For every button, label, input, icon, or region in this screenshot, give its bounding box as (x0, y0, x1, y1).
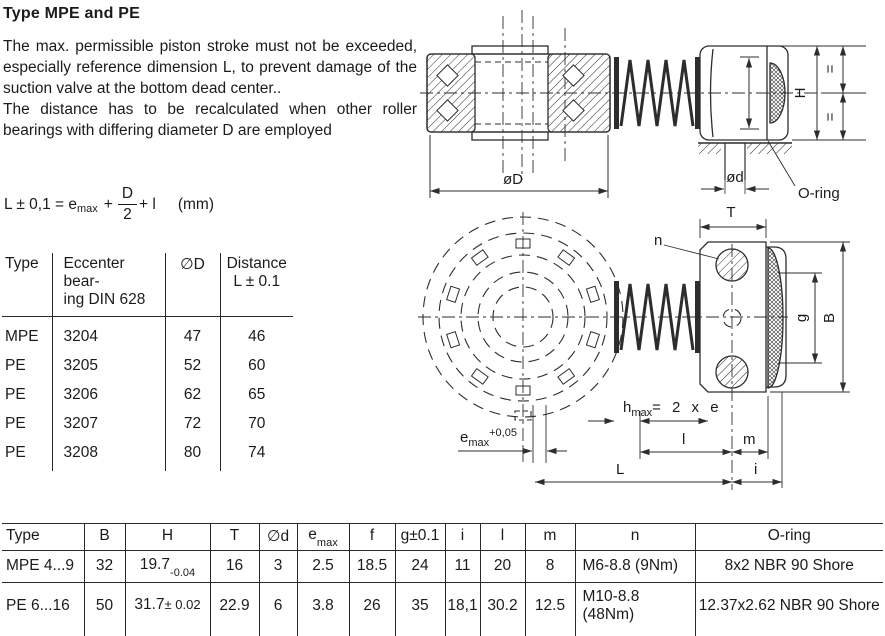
col-header-oring: O-ring (695, 524, 883, 551)
hmax-h: h (623, 399, 632, 416)
bearing-table (2, 253, 293, 471)
cell-bearing: 3207 (52, 404, 165, 433)
col-header-d: ∅d (259, 524, 297, 551)
cell-type: PE (5, 386, 26, 403)
col-header-eccenter-line2: ing DIN 628 (63, 291, 146, 308)
hmax-rest: = 2 x e (652, 399, 719, 416)
cell-T: 22.9 (210, 583, 259, 636)
col-header-m: m (525, 524, 575, 551)
formula-plus: + (103, 195, 113, 213)
cell-l: 20 (480, 551, 525, 583)
dimension-T (700, 219, 766, 238)
dim-label-T: T (726, 204, 736, 221)
emax-e: e (308, 526, 317, 543)
cell-g: 24 (395, 551, 445, 583)
cell-bearing: 3206 (52, 375, 165, 404)
cell-diameter: 72 (165, 404, 220, 433)
cell-distance: 60 (220, 346, 293, 375)
cell-type: PE (5, 357, 26, 374)
flange-dome (768, 248, 783, 388)
cell-type: MPE (5, 328, 39, 345)
formula-tail: + l (139, 195, 156, 213)
cell-diameter: 47 (165, 317, 220, 347)
cell-distance: 74 (220, 433, 293, 471)
dim-label-emax (460, 427, 517, 449)
cell-i: 11 (445, 551, 480, 583)
mounting-surface (698, 143, 792, 194)
col-header-H: H (125, 524, 210, 551)
cell-diameter: 52 (165, 346, 220, 375)
cell-distance: 46 (220, 317, 293, 347)
table-row (2, 346, 293, 375)
col-header-eccenter-bearing (52, 253, 165, 317)
n-leader-line (664, 245, 719, 259)
cell-H (125, 551, 210, 583)
cell-type: PE (5, 415, 26, 432)
cell-d: 6 (259, 583, 297, 636)
col-header-type: Type (2, 524, 84, 551)
cell-m: 8 (525, 551, 575, 583)
h-value: 31.7 (134, 596, 165, 614)
h-value: 19.7 (139, 556, 171, 574)
emax-sub: max (316, 537, 338, 550)
cell-B: 32 (84, 551, 125, 583)
dim-label-H: H (792, 87, 809, 99)
dim-label-B: B (821, 312, 838, 324)
table-row (2, 433, 293, 471)
cell-f: 26 (349, 583, 395, 636)
cell-i: 18,1 (445, 583, 480, 636)
intro-paragraph-2: The distance has to be recalculated when other roller bearings with differing diameter D are employed (3, 101, 417, 139)
h-tolerance-sub: -0.04 (170, 567, 196, 580)
cell-H (125, 583, 210, 636)
cell-type: PE (5, 444, 26, 461)
cell-T: 16 (210, 551, 259, 583)
col-header-diameter-D: ∅D (165, 253, 220, 317)
cell-type: MPE 4...9 (2, 551, 84, 583)
dim-label-L: L (616, 461, 625, 478)
formula-lead: L ± 0,1 = e (4, 195, 77, 213)
equal-mark-bottom: = (822, 112, 839, 122)
table-row (2, 404, 293, 433)
formula-unit: (mm) (177, 195, 215, 213)
stroke-formula (4, 186, 214, 224)
cell-n: M6-8.8 (9Nm) (575, 551, 695, 583)
col-header-eccenter-line1: Eccenter bear- (63, 255, 125, 290)
dim-label-diameter-d: ød (726, 169, 744, 186)
col-header-distance (220, 253, 293, 317)
cell-type: PE 6...16 (6, 597, 70, 615)
cell-diameter: 62 (165, 375, 220, 404)
col-header-f: f (349, 524, 395, 551)
cell-oring: 8x2 NBR 90 Shore (695, 551, 883, 583)
dim-label-i: i (754, 461, 758, 478)
cell-emax: 3.8 (297, 583, 349, 636)
emax-subscript: max (468, 437, 490, 449)
col-header-B: B (84, 524, 125, 551)
cell-l: 30.2 (480, 583, 525, 636)
cell-d: 3 (259, 551, 297, 583)
bolt-bottom (716, 356, 748, 388)
bearing-table-header-row (2, 253, 293, 317)
fraction-denominator: 2 (123, 206, 132, 224)
col-header-emax (297, 524, 349, 551)
h-tolerance: ± 0.02 (164, 597, 201, 613)
cell-oring: 12.37x2.62 NBR 90 Shore (695, 583, 883, 636)
dimension-table (2, 523, 883, 636)
spring (614, 281, 700, 353)
cell-g: 35 (395, 583, 445, 636)
dim-label-l: l (682, 431, 686, 448)
emax-e: e (460, 429, 469, 446)
cell-bearing: 3208 (52, 433, 165, 471)
cell-emax: 2.5 (297, 551, 349, 583)
label-n: n (654, 232, 663, 249)
bolt-top (716, 249, 748, 281)
cell-m: 12.5 (525, 583, 575, 636)
spring (614, 57, 700, 129)
piston-dome (770, 63, 785, 123)
dimension-m (732, 396, 768, 459)
table-row (2, 317, 293, 347)
emax-tolerance: +0,05 (489, 427, 517, 439)
table-row (2, 375, 293, 404)
page-title: Type MPE and PE (3, 5, 140, 22)
formula-subscript: max (77, 202, 98, 215)
dim-table-header-row (2, 524, 883, 551)
col-header-i: i (445, 524, 480, 551)
cell-n: M10-8.8 (48Nm) (575, 583, 695, 636)
formula-fraction (118, 186, 137, 224)
cell-distance: 65 (220, 375, 293, 404)
col-header-n: n (575, 524, 695, 551)
intro-paragraph-1: The max. permissible piston stroke must not be exceeded, especially reference dimension L, to prevent damage of the suction valve at the bottom dead center.. (3, 38, 417, 97)
dim-label-g: g (793, 313, 810, 323)
hmax-subscript: max (631, 407, 653, 419)
intro-text (3, 36, 417, 141)
dim-label-hmax (623, 399, 719, 419)
dim-label-diameter-D: øD (503, 171, 523, 188)
cell-f: 18.5 (349, 551, 395, 583)
fraction-numerator: D (118, 186, 137, 205)
col-header-distance-line2: L ± 0.1 (233, 273, 281, 290)
equal-mark-top: = (822, 64, 839, 74)
oring-label: O-ring (798, 185, 840, 202)
col-header-type: Type (2, 253, 52, 317)
cell-bearing: 3205 (52, 346, 165, 375)
cell-B: 50 (84, 583, 125, 636)
table-row (2, 551, 883, 583)
dimension-diameter-D (430, 135, 608, 198)
bottom-technical-drawing (418, 200, 885, 500)
top-technical-drawing (418, 2, 885, 205)
col-header-T: T (210, 524, 259, 551)
cell-distance: 70 (220, 404, 293, 433)
dim-label-m: m (743, 431, 756, 448)
cell-bearing: 3204 (52, 317, 165, 347)
col-header-l: l (480, 524, 525, 551)
table-row (2, 583, 883, 636)
cell-diameter: 80 (165, 433, 220, 471)
col-header-g: g±0.1 (395, 524, 445, 551)
col-header-distance-line1: Distance (226, 255, 287, 272)
